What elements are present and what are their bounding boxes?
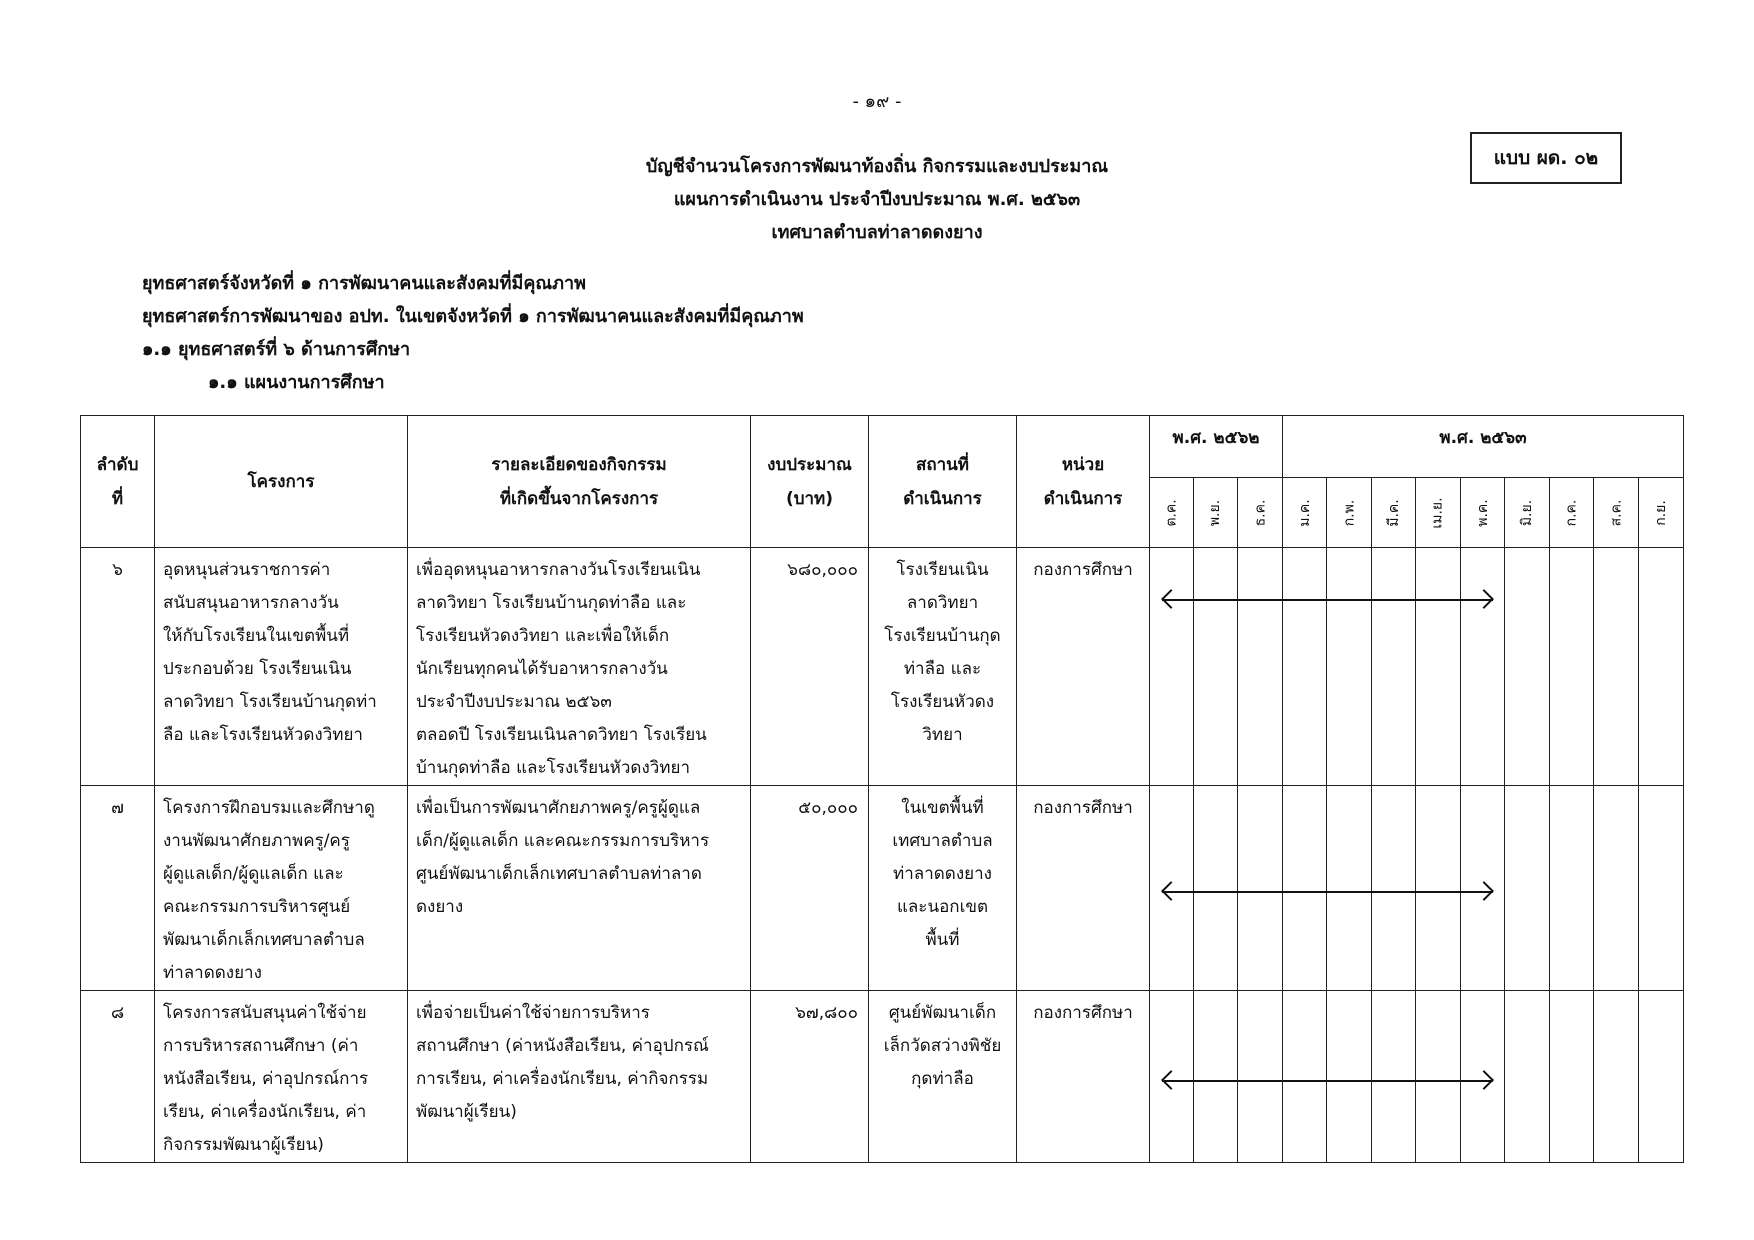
header-year-2563: พ.ศ. ๒๕๖๓: [1283, 416, 1684, 478]
location-cell-line: กุดท่าลือ: [911, 1069, 974, 1089]
unit-cell: กองการศึกษา: [1017, 548, 1150, 786]
month-cell: [1372, 548, 1416, 786]
project-cell-line: สนับสนุนอาหารกลางวัน: [163, 593, 339, 613]
title-line-2: แผนการดำเนินงาน ประจำปีงบประมาณ พ.ศ. ๒๕๖๓: [673, 189, 1081, 210]
month-cell: [1550, 786, 1594, 991]
header-location-line-1: สถานที่: [915, 454, 970, 475]
header-location: [869, 416, 1017, 548]
month-header: ธ.ค.: [1238, 478, 1283, 548]
page-number: - ๑๙ -: [852, 91, 902, 112]
timeline-arrow: [1160, 1071, 1495, 1091]
header-no-line-1: ลำดับ: [96, 454, 139, 475]
project-cell: [155, 991, 408, 1163]
month-cell: [1550, 991, 1594, 1163]
month-header: มี.ค.: [1372, 478, 1416, 548]
month-header: ม.ค.: [1283, 478, 1327, 548]
month-cell: [1639, 548, 1684, 786]
month-cell: [1594, 786, 1639, 991]
month-cell: [1416, 548, 1461, 786]
location-cell: [869, 991, 1017, 1163]
row-number: ๗: [81, 786, 155, 991]
detail-cell-line: บ้านกุดท่าลือ และโรงเรียนหัวดงวิทยา: [416, 758, 691, 778]
budget-cell: ๕๐,๐๐๐: [751, 786, 869, 991]
location-cell: [869, 548, 1017, 786]
unit-cell: กองการศึกษา: [1017, 786, 1150, 991]
document-title: [0, 150, 1754, 249]
arrow-right-icon: [1474, 881, 1494, 901]
location-cell-line: ท่าลือ และ: [903, 659, 982, 679]
location-cell-line: ศูนย์พัฒนาเด็ก: [888, 1003, 997, 1023]
detail-cell: [408, 548, 751, 786]
header-project: โครงการ: [155, 416, 408, 548]
arrow-left-icon: [1161, 881, 1181, 901]
arrow-left-icon: [1161, 1070, 1181, 1090]
project-cell-line: ประกอบด้วย โรงเรียนเนิน: [163, 659, 352, 679]
location-cell-line: ท่าลาดดงยาง: [893, 864, 992, 884]
month-cell: [1550, 548, 1594, 786]
detail-cell-line: โรงเรียนหัวดงวิทยา และเพื่อให้เด็ก: [416, 626, 670, 646]
location-cell-line: พื้นที่: [925, 930, 960, 950]
project-cell-line: การบริหารสถานศึกษา (ค่า: [163, 1036, 359, 1056]
detail-cell-line: เพื่อจ่ายเป็นค่าใช้จ่ายการบริหาร: [416, 1003, 650, 1023]
detail-cell-line: สถานศึกษา (ค่าหนังสือเรียน, ค่าอุปกรณ์: [416, 1036, 709, 1056]
header-year-2562: พ.ศ. ๒๕๖๒: [1150, 416, 1283, 478]
budget-cell: ๖๘๐,๐๐๐: [751, 548, 869, 786]
title-line-3: เทศบาลตำบลท่าลาดดงยาง: [771, 222, 983, 243]
timeline-arrow: [1160, 882, 1495, 902]
header-detail: [408, 416, 751, 548]
location-cell: [869, 786, 1017, 991]
education-plan: ๑.๑ แผนงานการศึกษา: [208, 372, 385, 393]
project-cell-line: ท่าลาดดงยาง: [163, 963, 262, 983]
arrow-left-icon: [1161, 589, 1181, 609]
location-cell-line: วิทยา: [922, 725, 963, 745]
detail-cell-line: เด็ก/ผู้ดูแลเด็ก และคณะกรรมการบริหาร: [416, 831, 710, 851]
project-cell-line: ลือ และโรงเรียนหัวดงวิทยา: [163, 725, 363, 745]
month-cell: [1238, 548, 1283, 786]
month-cell: [1505, 548, 1550, 786]
location-cell-line: โรงเรียนเนิน: [896, 560, 989, 580]
detail-cell-line: การเรียน, ค่าเครื่องนักเรียน, ค่ากิจกรรม: [416, 1069, 709, 1089]
header-no-line-2: ที่: [111, 488, 124, 509]
month-cell: [1194, 548, 1238, 786]
month-header: ก.ย.: [1639, 478, 1684, 548]
project-cell-line: พัฒนาเด็กเล็กเทศบาลตำบล: [163, 930, 365, 950]
row-number: ๘: [81, 991, 155, 1163]
detail-cell-line: ศูนย์พัฒนาเด็กเล็กเทศบาลตำบลท่าลาด: [416, 864, 702, 884]
header-unit-line-2: ดำเนินการ: [1043, 488, 1123, 509]
month-header: ส.ค.: [1594, 478, 1639, 548]
detail-cell-line: นักเรียนทุกคนได้รับอาหารกลางวัน: [416, 659, 668, 679]
arrow-right-icon: [1474, 1070, 1494, 1090]
month-cell: [1639, 786, 1684, 991]
header-location-line-2: ดำเนินการ: [903, 488, 982, 509]
project-cell-line: ผู้ดูแลเด็ก/ผู้ดูแลเด็ก และ: [163, 864, 344, 884]
unit-cell: กองการศึกษา: [1017, 991, 1150, 1163]
detail-cell-line: เพื่ออุดหนุนอาหารกลางวันโรงเรียนเนิน: [416, 560, 701, 580]
project-cell-line: คณะกรรมการบริหารศูนย์: [163, 897, 351, 917]
detail-cell-line: พัฒนาผู้เรียน): [416, 1102, 517, 1122]
location-cell-line: ในเขตพื้นที่: [901, 798, 984, 818]
detail-cell-line: ดงยาง: [416, 897, 464, 917]
location-cell-line: โรงเรียนหัวดง: [890, 692, 995, 712]
detail-cell: [408, 786, 751, 991]
project-cell: [155, 786, 408, 991]
activity-plan-table: [80, 415, 1684, 1163]
form-code-box: แบบ ผด. ๐๒: [1470, 132, 1622, 184]
local-strategy: ยุทธศาสตร์การพัฒนาของ อปท. ในเขตจังหวัดที่ ๑ การพัฒนาคนและสังคมที่มีคุณภาพ: [142, 306, 804, 327]
project-cell-line: โครงการฝึกอบรมและศึกษาดู: [163, 798, 375, 818]
title-line-1: บัญชีจำนวนโครงการพัฒนาท้องถิ่น กิจกรรมและงบประมาณ: [645, 156, 1109, 177]
month-header: พ.ย.: [1194, 478, 1238, 548]
project-cell-line: เรียน, ค่าเครื่องนักเรียน, ค่า: [163, 1102, 367, 1122]
project-cell-line: โครงการสนับสนุนค่าใช้จ่าย: [163, 1003, 367, 1023]
table-body: [81, 548, 1684, 1163]
month-header: มิ.ย.: [1505, 478, 1550, 548]
timeline-arrow: [1160, 590, 1495, 610]
location-cell-line: เทศบาลตำบล: [892, 831, 993, 851]
location-cell-line: และนอกเขต: [896, 897, 989, 917]
month-cell: [1639, 991, 1684, 1163]
row-number: ๖: [81, 548, 155, 786]
header-budget-line-1: งบประมาณ: [767, 454, 852, 475]
location-cell-line: เล็กวัดสว่างพิชัย: [883, 1036, 1002, 1056]
project-cell-line: ให้กับโรงเรียนในเขตพื้นที่: [163, 626, 350, 646]
month-cell: [1283, 548, 1327, 786]
month-header: พ.ค.: [1461, 478, 1505, 548]
month-header: ต.ค.: [1150, 478, 1194, 548]
project-cell-line: งานพัฒนาศักยภาพครู/ครู: [163, 831, 350, 851]
month-header: ก.ค.: [1550, 478, 1594, 548]
header-detail-line-1: รายละเอียดของกิจกรรม: [491, 454, 667, 475]
month-cell: [1461, 548, 1505, 786]
month-cell: [1594, 991, 1639, 1163]
project-cell-line: ลาดวิทยา โรงเรียนบ้านกุดท่า: [163, 692, 377, 712]
detail-cell-line: เพื่อเป็นการพัฒนาศักยภาพครู/ครูผู้ดูแล: [416, 798, 701, 818]
project-cell-line: อุดหนุนส่วนราชการค่า: [163, 560, 331, 580]
location-cell-line: โรงเรียนบ้านกุด: [884, 626, 1001, 646]
month-cell: [1505, 991, 1550, 1163]
month-header: เม.ย.: [1416, 478, 1461, 548]
header-unit-line-1: หน่วย: [1061, 454, 1105, 475]
header-detail-line-2: ที่เกิดขึ้นจากโครงการ: [499, 488, 659, 509]
detail-cell-line: ลาดวิทยา โรงเรียนบ้านกุดท่าลือ และ: [416, 593, 687, 613]
header-budget: [751, 416, 869, 548]
arrow-right-icon: [1474, 589, 1494, 609]
province-strategy: ยุทธศาสตร์จังหวัดที่ ๑ การพัฒนาคนและสังคมที่มีคุณภาพ: [142, 273, 586, 294]
month-cell: [1150, 548, 1194, 786]
detail-cell-line: ประจำปีงบประมาณ ๒๕๖๓: [416, 692, 612, 712]
project-cell-line: หนังสือเรียน, ค่าอุปกรณ์การ: [163, 1069, 369, 1089]
month-cell: [1505, 786, 1550, 991]
detail-cell: [408, 991, 751, 1163]
location-cell-line: ลาดวิทยา: [906, 593, 979, 613]
detail-cell-line: ตลอดปี โรงเรียนเนินลาดวิทยา โรงเรียน: [416, 725, 707, 745]
budget-cell: ๖๗,๘๐๐: [751, 991, 869, 1163]
month-cell: [1594, 548, 1639, 786]
project-cell-line: กิจกรรมพัฒนาผู้เรียน): [163, 1135, 324, 1155]
education-strategy: ๑.๑ ยุทธศาสตร์ที่ ๖ ด้านการศึกษา: [142, 339, 411, 360]
header-no: [81, 416, 155, 548]
project-cell: [155, 548, 408, 786]
header-unit: [1017, 416, 1150, 548]
month-header: ก.พ.: [1327, 478, 1372, 548]
table-row: [81, 548, 1684, 786]
month-cell: [1327, 548, 1372, 786]
header-budget-line-2: (บาท): [785, 488, 834, 509]
